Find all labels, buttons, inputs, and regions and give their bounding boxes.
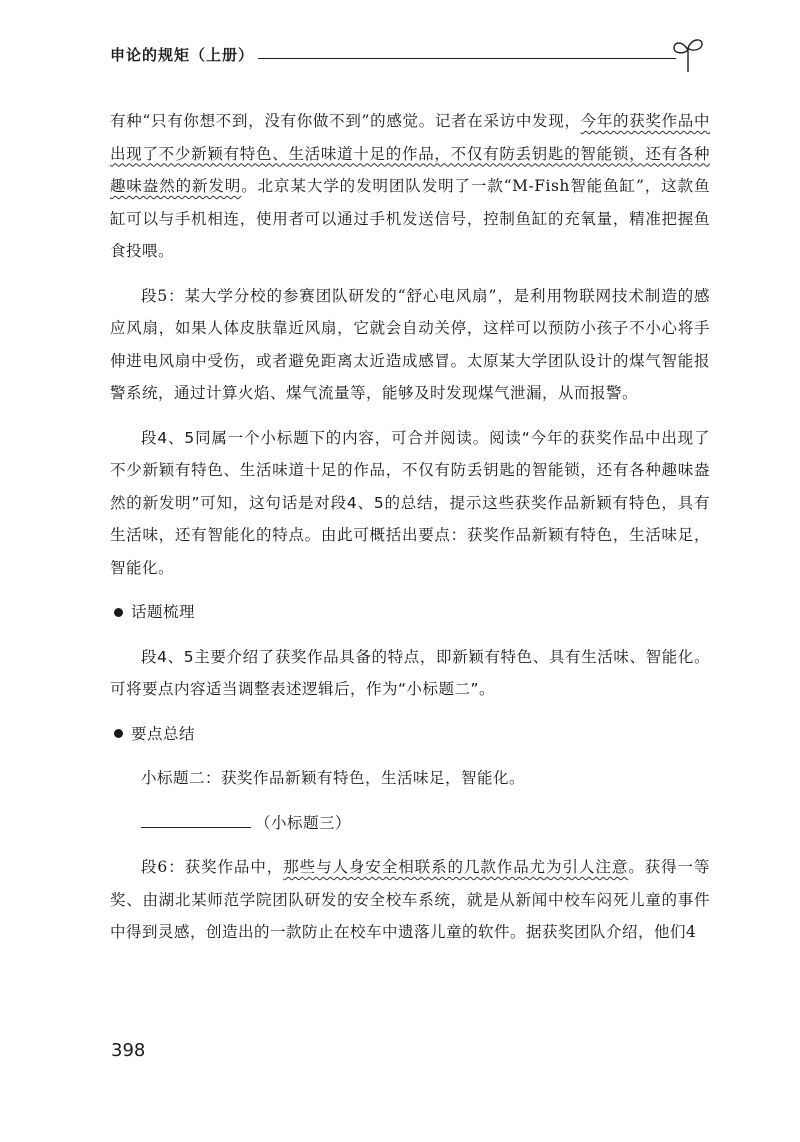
paragraph-1-key-sentence: 今年的获奖作品中出现了不少新颖有特色、生活味道十足的作品，不仅有防丢钥匙的智能锁，还有各种趣味盎然的新发明 — [110, 112, 710, 195]
bullet-icon — [114, 608, 123, 617]
paragraph-1-part-a: 有种“只有你想不到，没有你做不到”的感觉。记者在采访中发现， — [110, 112, 581, 130]
bullet-icon — [114, 729, 123, 738]
subtitle-blank-line: （小标题三） — [110, 807, 710, 840]
page-number: 398 — [111, 1040, 146, 1061]
paragraph-6-key-sentence: 那些与人身安全相联系的几款作品尤为引人注意 — [283, 858, 629, 876]
sprout-icon — [670, 34, 706, 74]
section-heading-topic: 话题梳理 — [110, 596, 710, 629]
topic-paragraph: 段4、5主要介绍了获奖作品具备的特点，即新颖有特色、具有生活味、智能化。可将要点内容适当调整表述逻辑后，作为“小标题二”。 — [110, 647, 710, 698]
fill-in-blank — [141, 809, 251, 828]
body-text — [110, 105, 710, 949]
section-heading-summary: 要点总结 — [110, 718, 710, 751]
running-head-title: 申论的规矩（上册） — [110, 46, 255, 64]
paragraph-6: 段6：获奖作品中，那些与人身安全相联系的几款作品尤为引人注意。获得一等奖、由湖北某师范学院团队研发的安全校车系统，就是从新闻中校车闷死儿童的事件中得到灵感，创造出的一款防止在校车中遗落儿童的软件。据获奖团队介绍，他们4 — [110, 858, 710, 941]
paragraph-5: 段5：某大学分校的参赛团队研发的“舒心电风扇”，是利用物联网技术制造的感应风扇，如果人体皮肤靠近风扇，它就会自动关停，这样可以预防小孩子不小心将手伸进电风扇中受伤，或者避免距离太近造成感冒。太原某大学团队设计的煤气智能报警系统，通过计算火焰、煤气流量等，能够及时发现煤气泄漏，从而报警。 — [110, 286, 710, 402]
paragraph-continuation — [110, 105, 710, 268]
analysis-paragraph: 段4、5同属一个小标题下的内容，可合并阅读。阅读“今年的获奖作品中出现了不少新颖有特色、生活味道十足的作品，不仅有防丢钥匙的智能锁，还有各种趣味盎然的新发明”可知，这句话是对段4、5的总结，提示这些获奖作品新颖有特色，具有生活味，还有智能化的特点。由此可概括出要点：获奖作品新颖有特色，生活味足，智能化。 — [110, 428, 710, 577]
paragraph-1-part-c: 。北京某大学的发明团队发明了一款“M-Fish智能鱼缸”，这款鱼缸可以与手机相连，使用者可以通过手机发送信号，控制鱼缸的充氧量，精准把握鱼食投喂。 — [110, 177, 710, 260]
header-rule — [258, 58, 676, 59]
summary-paragraph: 小标题二：获奖作品新颖有特色，生活味足，智能化。 — [141, 769, 526, 787]
